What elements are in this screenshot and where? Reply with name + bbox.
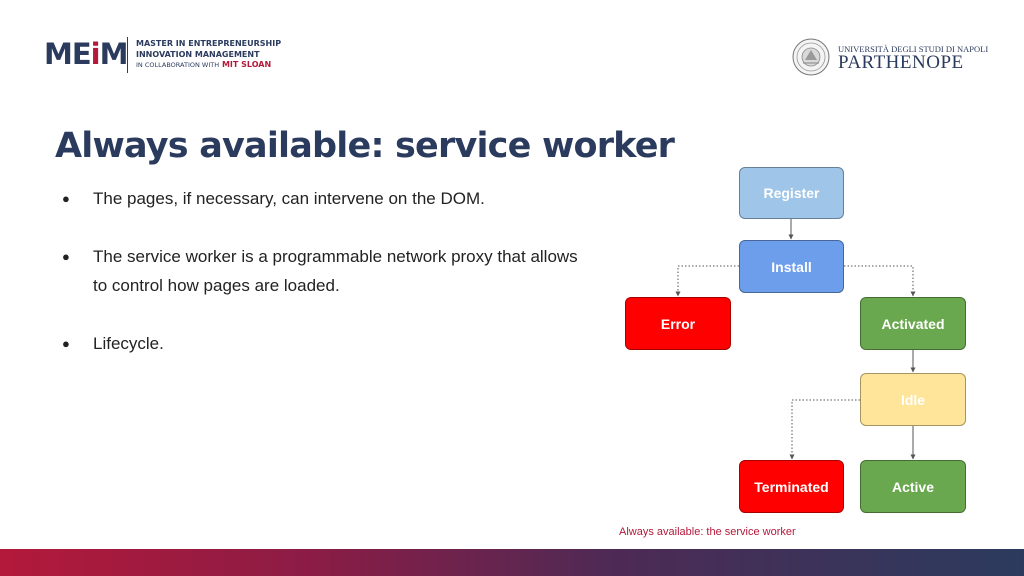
slide-title: Always available: service worker <box>55 126 675 166</box>
bullet-dot-icon: ● <box>62 336 70 351</box>
node-register: Register <box>739 167 844 219</box>
meim-mark-a: ME <box>44 37 91 71</box>
meim-line2: INNOVATION MANAGEMENT <box>136 49 260 59</box>
meim-line3-brand: MIT SLOAN <box>221 60 272 69</box>
connector-install-activated <box>844 266 913 296</box>
node-install: Install <box>739 240 844 293</box>
bullet-text: The pages, if necessary, can intervene on the DOM. <box>93 189 485 208</box>
connector-install-error <box>678 266 739 296</box>
footer-gradient-bar <box>0 549 1024 576</box>
meim-line3 <box>136 60 281 71</box>
meim-line3-prefix: IN COLLABORATION WITH <box>136 61 220 69</box>
node-idle: Idle <box>860 373 966 426</box>
bullet-text: The service worker is a programmable network proxy that allows to control how pages are loaded. <box>93 247 578 295</box>
meim-text <box>136 39 281 71</box>
node-active: Active <box>860 460 966 513</box>
node-error: Error <box>625 297 731 350</box>
university-logo <box>792 38 989 78</box>
meim-line1: MASTER IN ENTREPRENEURSHIP <box>136 39 282 48</box>
connector-idle-terminated <box>792 400 860 459</box>
node-terminated: Terminated <box>739 460 844 513</box>
meim-mark-c: M <box>99 37 128 71</box>
meim-mark-b: i <box>90 37 100 71</box>
bullet-item <box>60 329 580 358</box>
bullet-dot-icon: ● <box>62 191 70 206</box>
meim-logo <box>44 37 284 73</box>
bullet-item <box>60 242 580 300</box>
university-name: PARTHENOPE <box>838 52 964 73</box>
bullet-dot-icon: ● <box>62 249 70 264</box>
university-top-line: UNIVERSITÀ DEGLI STUDI DI NAPOLI <box>838 44 989 54</box>
bullet-item <box>60 184 580 213</box>
figure-caption: Always available: the service worker <box>619 526 796 538</box>
bullet-text: Lifecycle. <box>93 334 164 353</box>
bullet-list <box>60 184 580 387</box>
node-activated: Activated <box>860 297 966 350</box>
university-seal-icon <box>792 38 830 76</box>
meim-mark <box>44 39 127 69</box>
logo-divider <box>127 37 128 73</box>
